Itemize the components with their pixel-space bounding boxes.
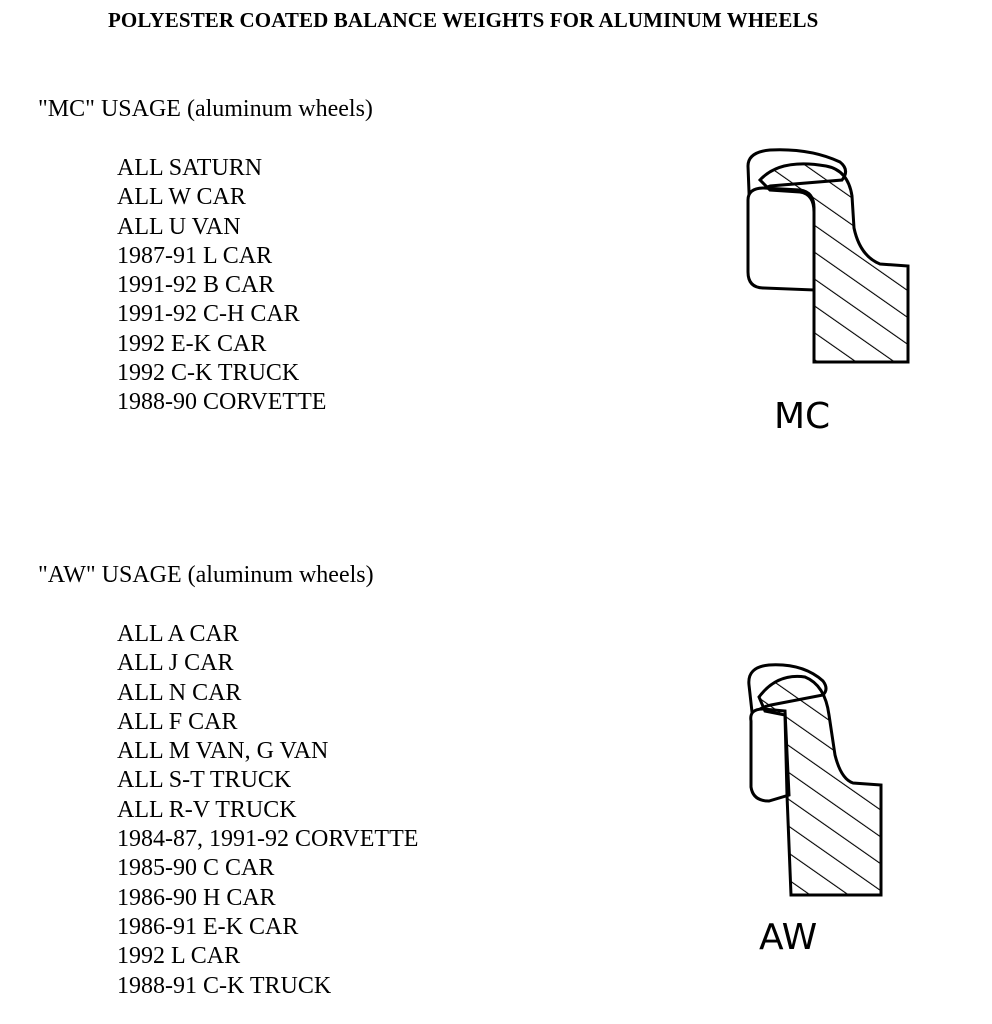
list-item: ALL M VAN, G VAN [117, 738, 329, 765]
aw-figure-label: AW [759, 917, 818, 958]
mc-usage-heading: "MC" USAGE (aluminum wheels) [38, 96, 373, 122]
page-title: POLYESTER COATED BALANCE WEIGHTS FOR ALUMINUM WHEELS [108, 8, 819, 32]
list-item: ALL J CAR [117, 650, 234, 677]
aw-weight-diagram [735, 655, 935, 965]
list-item: 1984-87, 1991-92 CORVETTE [117, 826, 419, 853]
aw-flange-outline [751, 709, 789, 801]
list-item: 1988-90 CORVETTE [117, 389, 327, 416]
list-item: ALL W CAR [117, 184, 246, 211]
list-item: 1986-91 E-K CAR [117, 913, 299, 940]
list-item: ALL N CAR [117, 679, 242, 706]
mc-usage-list [117, 154, 326, 418]
mc-flange-outline [748, 188, 814, 290]
list-item: ALL S-T TRUCK [117, 767, 292, 794]
list-item: 1992 L CAR [117, 943, 241, 970]
list-item: ALL R-V TRUCK [117, 796, 297, 823]
mc-figure-label: MC [774, 396, 831, 437]
list-item: 1991-92 B CAR [117, 272, 275, 299]
aw-usage-list [117, 620, 418, 1001]
list-item: ALL U VAN [117, 213, 241, 240]
list-item: ALL F CAR [117, 708, 238, 735]
list-item: 1987-91 L CAR [117, 242, 273, 269]
list-item: 1992 C-K TRUCK [117, 360, 300, 387]
list-item: ALL A CAR [117, 621, 239, 647]
list-item: 1986-90 H CAR [117, 884, 276, 911]
mc-weight-diagram [730, 140, 950, 440]
list-item: 1985-90 C CAR [117, 855, 275, 882]
aw-usage-heading: "AW" USAGE (aluminum wheels) [38, 562, 374, 588]
list-item: 1988-91 C-K TRUCK [117, 972, 332, 999]
list-item: 1992 E-K CAR [117, 330, 267, 357]
list-item: 1991-92 C-H CAR [117, 301, 300, 328]
list-item: ALL SATURN [117, 155, 263, 181]
